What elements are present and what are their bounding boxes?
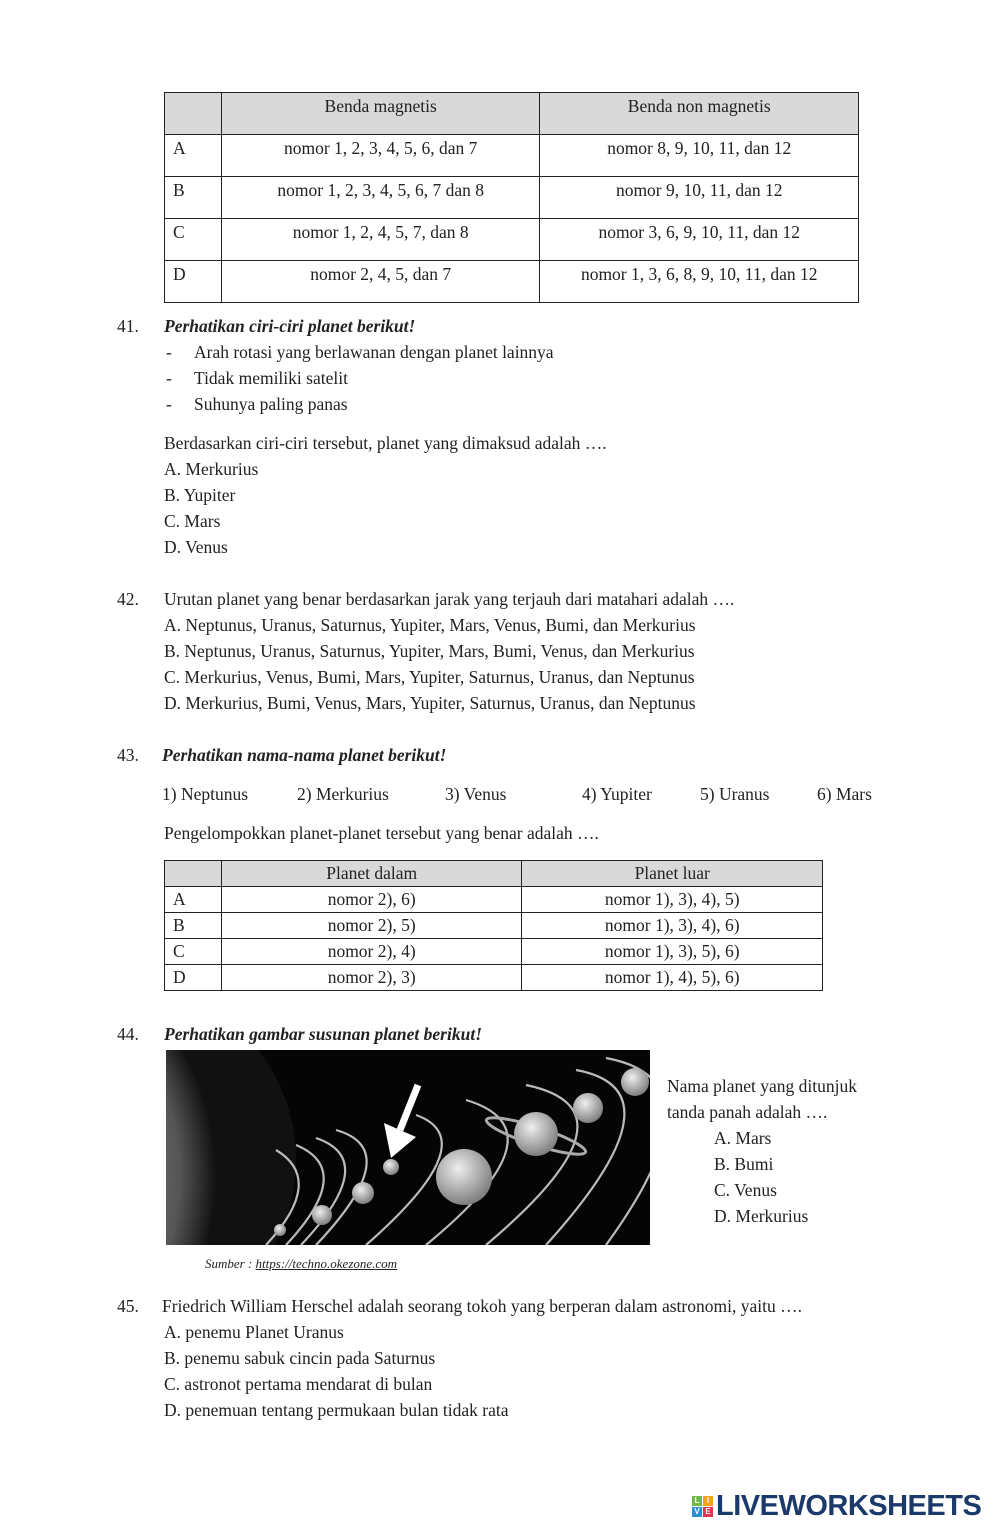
option[interactable]: A. Neptunus, Uranus, Saturnus, Yupiter, Mars, Venus, Bumi, dan Merkurius	[164, 615, 696, 635]
option[interactable]: B. Bumi	[714, 1154, 774, 1174]
bullet: -	[166, 368, 172, 388]
cell: nomor 1, 2, 4, 5, 7, dan 8	[221, 219, 540, 261]
sun-shape	[166, 1050, 296, 1245]
question-text: Pengelompokkan planet-planet tersebut yang benar adalah ….	[164, 823, 599, 843]
table-row	[165, 887, 823, 913]
row-label: B	[165, 913, 222, 939]
option[interactable]: C. Merkurius, Venus, Bumi, Mars, Yupiter, Saturnus, Uranus, dan Neptunus	[164, 667, 695, 687]
bullet: -	[166, 394, 172, 414]
characteristic: Suhunya paling panas	[194, 394, 348, 414]
question-text: tanda panah adalah ….	[667, 1102, 828, 1122]
cell: nomor 2, 4, 5, dan 7	[221, 261, 540, 303]
bullet: -	[166, 342, 172, 362]
table-header	[165, 861, 823, 887]
header-cell: Benda non magnetis	[540, 93, 859, 135]
option[interactable]: D. Venus	[164, 537, 228, 557]
question-title: Perhatikan ciri-ciri planet berikut!	[164, 316, 416, 336]
cell: nomor 9, 10, 11, dan 12	[540, 177, 859, 219]
table-row	[165, 219, 859, 261]
question-number: 45.	[117, 1296, 139, 1316]
row-label: C	[165, 939, 222, 965]
cell: nomor 1, 2, 3, 4, 5, 6, dan 7	[221, 135, 540, 177]
cell: nomor 1), 3), 4), 5)	[522, 887, 823, 913]
question-title: Perhatikan gambar susunan planet berikut!	[164, 1024, 482, 1044]
cell: nomor 1), 3), 4), 6)	[522, 913, 823, 939]
row-label: D	[165, 965, 222, 991]
table-row	[165, 913, 823, 939]
cell: nomor 3, 6, 9, 10, 11, dan 12	[540, 219, 859, 261]
option[interactable]: B. Neptunus, Uranus, Saturnus, Yupiter, Mars, Bumi, Venus, dan Merkurius	[164, 641, 695, 661]
planet-uranus	[573, 1093, 603, 1123]
option[interactable]: C. Mars	[164, 511, 221, 531]
header-cell	[165, 93, 222, 135]
row-label: B	[165, 177, 222, 219]
question-number: 43.	[117, 745, 139, 765]
cell: nomor 2), 4)	[221, 939, 522, 965]
option[interactable]: A. penemu Planet Uranus	[164, 1322, 344, 1342]
planet-item: 4) Yupiter	[582, 784, 652, 804]
characteristic: Tidak memiliki satelit	[194, 368, 348, 388]
table-header	[165, 93, 859, 135]
planet-earth	[352, 1182, 374, 1204]
logo-text: LIVEWORKSHEETS	[716, 1490, 982, 1522]
logo-letter: I	[703, 1496, 713, 1506]
planet-item: 6) Mars	[817, 784, 872, 804]
question-number: 41.	[117, 316, 139, 336]
cell: nomor 1), 4), 5), 6)	[522, 965, 823, 991]
question-title: Perhatikan nama-nama planet berikut!	[162, 745, 447, 765]
planet-venus	[312, 1205, 332, 1225]
option[interactable]: D. Merkurius, Bumi, Venus, Mars, Yupiter, Saturnus, Uranus, dan Neptunus	[164, 693, 696, 713]
table-row	[165, 177, 859, 219]
source-label: Sumber :	[205, 1256, 256, 1271]
question-text: Urutan planet yang benar berdasarkan jarak yang terjauh dari matahari adalah ….	[164, 589, 735, 609]
option[interactable]: A. Mars	[714, 1128, 772, 1148]
option[interactable]: B. Yupiter	[164, 485, 236, 505]
row-label: A	[165, 887, 222, 913]
planet-item: 1) Neptunus	[162, 784, 249, 804]
header-cell: Benda magnetis	[221, 93, 540, 135]
option[interactable]: C. Venus	[714, 1180, 777, 1200]
option[interactable]: D. Merkurius	[714, 1206, 809, 1226]
row-label: C	[165, 219, 222, 261]
logo-letter: V	[692, 1507, 702, 1517]
row-label: A	[165, 135, 222, 177]
header-cell: Planet luar	[522, 861, 823, 887]
solar-system-image	[166, 1050, 650, 1245]
header-cell	[165, 861, 222, 887]
planet-item: 3) Venus	[445, 784, 507, 804]
option[interactable]: D. penemuan tentang permukaan bulan tidak rata	[164, 1400, 509, 1420]
logo-letter: E	[703, 1507, 713, 1517]
liveworksheets-logo	[692, 1490, 981, 1523]
option[interactable]: A. Merkurius	[164, 459, 259, 479]
cell: nomor 1, 2, 3, 4, 5, 6, 7 dan 8	[221, 177, 540, 219]
cell: nomor 2), 3)	[221, 965, 522, 991]
question-number: 42.	[117, 589, 139, 609]
table-row	[165, 939, 823, 965]
planet-mars	[383, 1159, 399, 1175]
planet-mercury	[274, 1224, 286, 1236]
planet-neptune	[621, 1068, 649, 1096]
magnet-table	[164, 92, 859, 303]
question-text: Berdasarkan ciri-ciri tersebut, planet yang dimaksud adalah ….	[164, 433, 607, 453]
row-label: D	[165, 261, 222, 303]
planet-saturn	[514, 1112, 558, 1156]
question-text: Nama planet yang ditunjuk	[667, 1076, 858, 1096]
planet-group-table	[164, 860, 823, 991]
question-text: Friedrich William Herschel adalah seorang tokoh yang berperan dalam astronomi, yaitu ….	[162, 1296, 802, 1316]
source-link[interactable]: https://techno.okezone.com	[255, 1256, 398, 1271]
table-row	[165, 965, 823, 991]
cell: nomor 1), 3), 5), 6)	[522, 939, 823, 965]
planet-item: 2) Merkurius	[297, 784, 389, 804]
planet-jupiter	[436, 1149, 492, 1205]
option[interactable]: B. penemu sabuk cincin pada Saturnus	[164, 1348, 436, 1368]
image-source	[205, 1256, 397, 1272]
table-row	[165, 135, 859, 177]
table-row	[165, 261, 859, 303]
cell: nomor 2), 6)	[221, 887, 522, 913]
cell: nomor 8, 9, 10, 11, dan 12	[540, 135, 859, 177]
header-cell: Planet dalam	[221, 861, 522, 887]
logo-letter: L	[692, 1496, 702, 1506]
question-number: 44.	[117, 1024, 139, 1044]
option[interactable]: C. astronot pertama mendarat di bulan	[164, 1374, 433, 1394]
cell: nomor 2), 5)	[221, 913, 522, 939]
cell: nomor 1, 3, 6, 8, 9, 10, 11, dan 12	[540, 261, 859, 303]
planet-item: 5) Uranus	[700, 784, 770, 804]
characteristic: Arah rotasi yang berlawanan dengan planet lainnya	[194, 342, 554, 362]
logo-icon	[692, 1496, 713, 1517]
